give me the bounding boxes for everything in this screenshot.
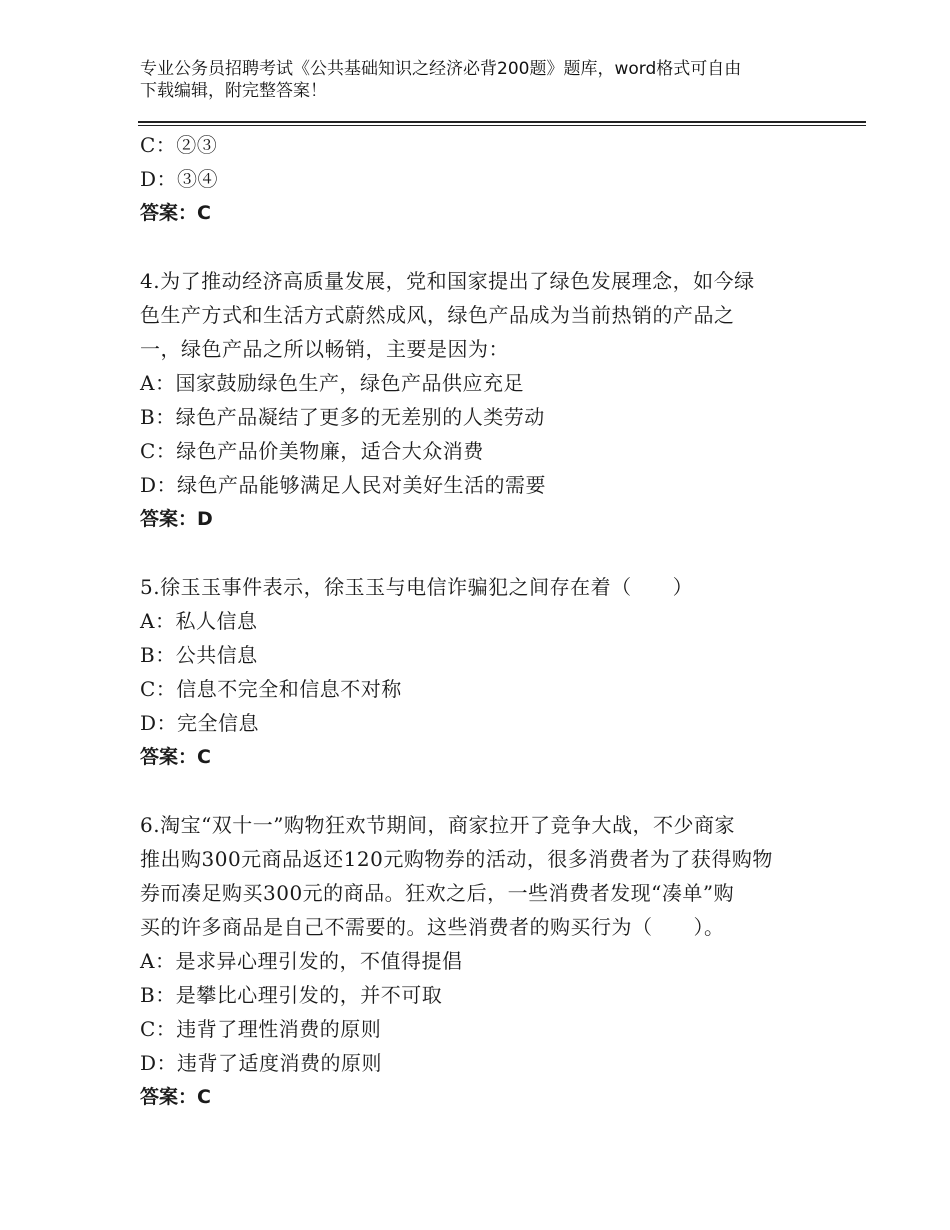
answer-label: 答案：C (140, 1086, 211, 1108)
question-block (140, 264, 820, 536)
option-c: C：②③ (140, 133, 218, 157)
header-line-2: 下载编辑，附完整答案！ (140, 81, 327, 101)
option-a: A：私人信息 (140, 609, 258, 633)
option-b: B：绿色产品凝结了更多的无差别的人类劳动 (140, 405, 545, 429)
question-stem: 色生产方式和生活方式蔚然成风，绿色产品成为当前热销的产品之 (140, 303, 735, 327)
option-b: B：公共信息 (140, 643, 258, 667)
spacer (140, 536, 820, 570)
option-b: B：是攀比心理引发的，并不可取 (140, 983, 443, 1007)
option-c: C：违背了理性消费的原则 (140, 1017, 382, 1041)
option-d: D：完全信息 (140, 711, 260, 735)
question-content (140, 128, 820, 1114)
question-block (140, 808, 820, 1114)
question-stem: 券而凑足购买300元的商品。狂欢之后，一些消费者发现“凑单”购 (140, 881, 735, 905)
option-a: A：国家鼓励绿色生产，绿色产品供应充足 (140, 371, 524, 395)
question-block (140, 570, 820, 774)
question-stem: 5.徐玉玉事件表示，徐玉玉与电信诈骗犯之间存在着（ ） (140, 575, 694, 599)
question-stem: 一，绿色产品之所以畅销，主要是因为： (140, 337, 509, 361)
question-stem: 买的许多商品是自己不需要的。这些消费者的购买行为（ ）。 (140, 915, 725, 939)
option-a: A：是求异心理引发的，不值得提倡 (140, 949, 463, 973)
header-line-1: 专业公务员招聘考试《公共基础知识之经济必背200题》题库，word格式可自由 (140, 59, 742, 79)
question-stem: 推出购300元商品返还120元购物券的活动，很多消费者为了获得购物 (140, 847, 773, 871)
option-c: C：绿色产品价美物廉，适合大众消费 (140, 439, 484, 463)
page-header (140, 58, 840, 102)
option-d: D：③④ (140, 167, 219, 191)
answer-label: 答案：D (140, 508, 213, 530)
spacer (140, 230, 820, 264)
option-c: C：信息不完全和信息不对称 (140, 677, 402, 701)
spacer (140, 774, 820, 808)
question-stem: 6.淘宝“双十一”购物狂欢节期间，商家拉开了竞争大战，不少商家 (140, 813, 736, 837)
answer-label: 答案：C (140, 746, 211, 768)
option-d: D：违背了适度消费的原则 (140, 1051, 383, 1075)
header-divider (138, 121, 866, 126)
option-d: D：绿色产品能够满足人民对美好生活的需要 (140, 473, 547, 497)
question-stem: 4.为了推动经济高质量发展，党和国家提出了绿色发展理念，如今绿 (140, 269, 755, 293)
answer-label: 答案：C (140, 202, 211, 224)
